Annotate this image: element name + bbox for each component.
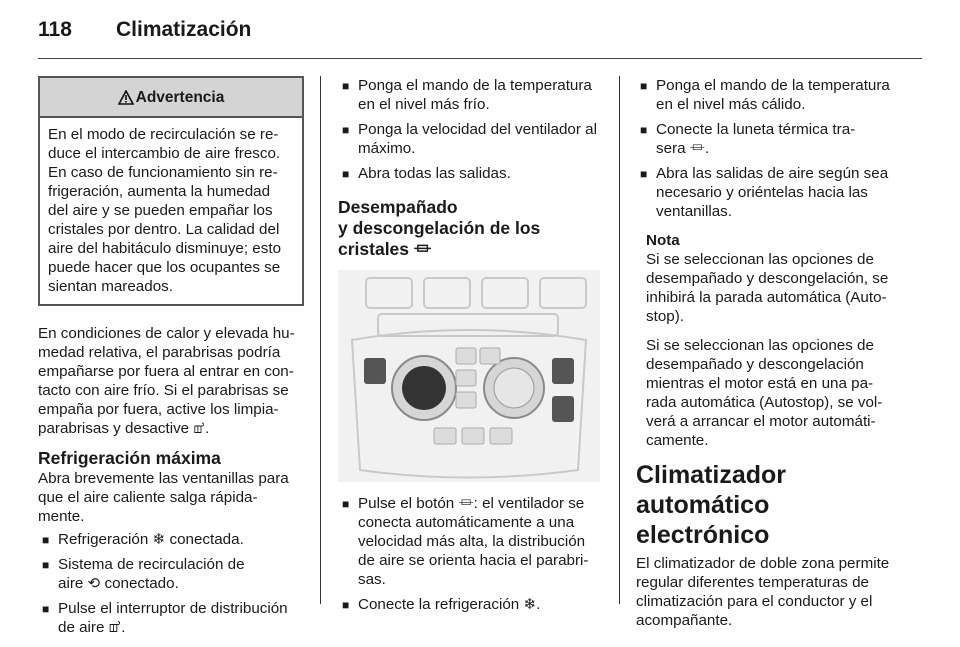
warning-triangle-icon bbox=[118, 90, 134, 105]
list-item: ■ Refrigeración ❄ conectada. bbox=[42, 531, 244, 548]
note-paragraph-2: Si se seleccionan las opciones de desempañado y descongelación mientras el motor está en una pa- rada automática (Autostop), se vol- verá a arrancar el motor automáti- camente. bbox=[646, 337, 883, 449]
climate-panel-illustration bbox=[338, 270, 600, 482]
bullet-icon: ■ bbox=[342, 167, 350, 181]
warning-box bbox=[38, 76, 304, 306]
page-title: Climatización bbox=[116, 18, 252, 41]
bullet-list bbox=[338, 76, 604, 183]
list-item: ■ Pulse el interruptor de distribución de aire ꕠ. bbox=[42, 600, 288, 636]
bullet-list bbox=[38, 530, 304, 637]
climate-control-panel-image bbox=[338, 270, 600, 482]
page-header bbox=[38, 18, 251, 42]
column-divider-1 bbox=[320, 76, 321, 604]
warning-line: sientan mareados. bbox=[48, 278, 173, 295]
text-line: mente. bbox=[38, 508, 85, 525]
bullet-icon: ■ bbox=[640, 123, 648, 137]
page-number: 118 bbox=[38, 18, 72, 41]
warning-header bbox=[40, 78, 302, 118]
list-item: ■ Ponga el mando de la temperatura en el nivel más frío. bbox=[342, 77, 592, 113]
header-rule bbox=[38, 58, 922, 59]
note-label: Nota bbox=[646, 232, 680, 249]
bullet-icon: ■ bbox=[342, 79, 350, 93]
list-item: ■ Sistema de recirculación de aire ⟲ conectado. bbox=[42, 556, 245, 592]
bullet-icon: ■ bbox=[342, 123, 350, 137]
column-2 bbox=[338, 76, 604, 624]
bullet-list bbox=[636, 76, 902, 221]
section-heading-max-cooling: Refrigeración máxima bbox=[38, 448, 221, 468]
text-line: medad relativa, el parabrisas podría bbox=[38, 344, 281, 361]
note-paragraph-1: Si se seleccionan las opciones de desempañado y descongelación, se inhibirá la parada automática (Auto- stop). bbox=[646, 251, 889, 325]
text-line: empañarse por fuera al entrar en con- bbox=[38, 363, 294, 380]
paragraph-humidity: En condiciones de calor y elevada hu- medad relativa, el parabrisas podría empañarse por fuera al entrar en con- tacto con aire frío. Si el parabrisas se empaña por fuera, active los limpia- parabrisas y desactive ꕠ. bbox=[38, 325, 295, 437]
text-line: empaña por fuera, active los limpia- bbox=[38, 401, 279, 418]
warning-heading: Advertencia bbox=[135, 88, 225, 106]
bullet-icon: ■ bbox=[640, 79, 648, 93]
warning-body bbox=[40, 118, 302, 304]
list-item: ■ Pulse el botón ⏛: el ventilador se conecta automáticamente a una velocidad más alta, la distribución de aire se orienta hacia el parabri- sas. bbox=[342, 495, 589, 588]
text-line: parabrisas y desactive bbox=[38, 420, 190, 437]
bullet-icon: ■ bbox=[342, 598, 350, 612]
bullet-icon: ■ bbox=[342, 497, 350, 511]
text-line: Abra brevemente las ventanillas para bbox=[38, 470, 289, 487]
warning-line: puede hacer que los ocupantes se bbox=[48, 259, 281, 276]
wiper-icon: ꕠ bbox=[193, 420, 205, 436]
text-line: que el aire caliente salga rápida- bbox=[38, 489, 258, 506]
section-heading-defog: Desempañado y descongelación de los cristales ⏛ bbox=[338, 197, 541, 259]
list-item: ■ Abra las salidas de aire según sea necesario y oriéntelas hacia las ventanillas. bbox=[640, 165, 889, 220]
warning-line: En caso de funcionamiento sin re- bbox=[48, 164, 278, 181]
paragraph-auto-climate: El climatizador de doble zona permite regular diferentes temperaturas de climatización para el conductor y el acompañante. bbox=[636, 555, 890, 629]
column-3 bbox=[636, 76, 902, 640]
text-line: En condiciones de calor y elevada hu- bbox=[38, 325, 295, 342]
warning-line: cristales por dentro. La calidad del bbox=[48, 221, 280, 238]
list-item: ■ Abra todas las salidas. bbox=[342, 165, 511, 182]
column-divider-2 bbox=[619, 76, 620, 604]
paragraph-intro bbox=[38, 469, 304, 526]
bullet-icon: ■ bbox=[640, 167, 648, 181]
warning-line: frigeración, aumenta la humedad bbox=[48, 183, 271, 200]
warning-line: duce el intercambio de aire fresco. bbox=[48, 145, 281, 162]
list-item: ■ Ponga la velocidad del ventilador al máximo. bbox=[342, 121, 597, 157]
bullet-icon: ■ bbox=[42, 558, 50, 572]
bullet-icon: ■ bbox=[42, 533, 50, 547]
section-heading-auto-climate: Climatizador automático electrónico bbox=[636, 461, 787, 549]
text-line: tacto con aire frío. Si el parabrisas se bbox=[38, 382, 289, 399]
column-1 bbox=[38, 76, 304, 647]
warning-line: del aire y se pueden empañar los bbox=[48, 202, 273, 219]
list-item: ■ Conecte la luneta térmica tra- sera ⏛. bbox=[640, 121, 856, 157]
note-block bbox=[636, 231, 902, 450]
warning-line: aire del habitáculo disminuye; esto bbox=[48, 240, 282, 257]
list-item: ■ Ponga el mando de la temperatura en el nivel más cálido. bbox=[640, 77, 890, 113]
list-item: ■ Conecte la refrigeración ❄. bbox=[342, 596, 541, 613]
bullet-icon: ■ bbox=[42, 602, 50, 616]
bullet-list bbox=[338, 494, 604, 614]
warning-line: En el modo de recirculación se re- bbox=[48, 126, 279, 143]
